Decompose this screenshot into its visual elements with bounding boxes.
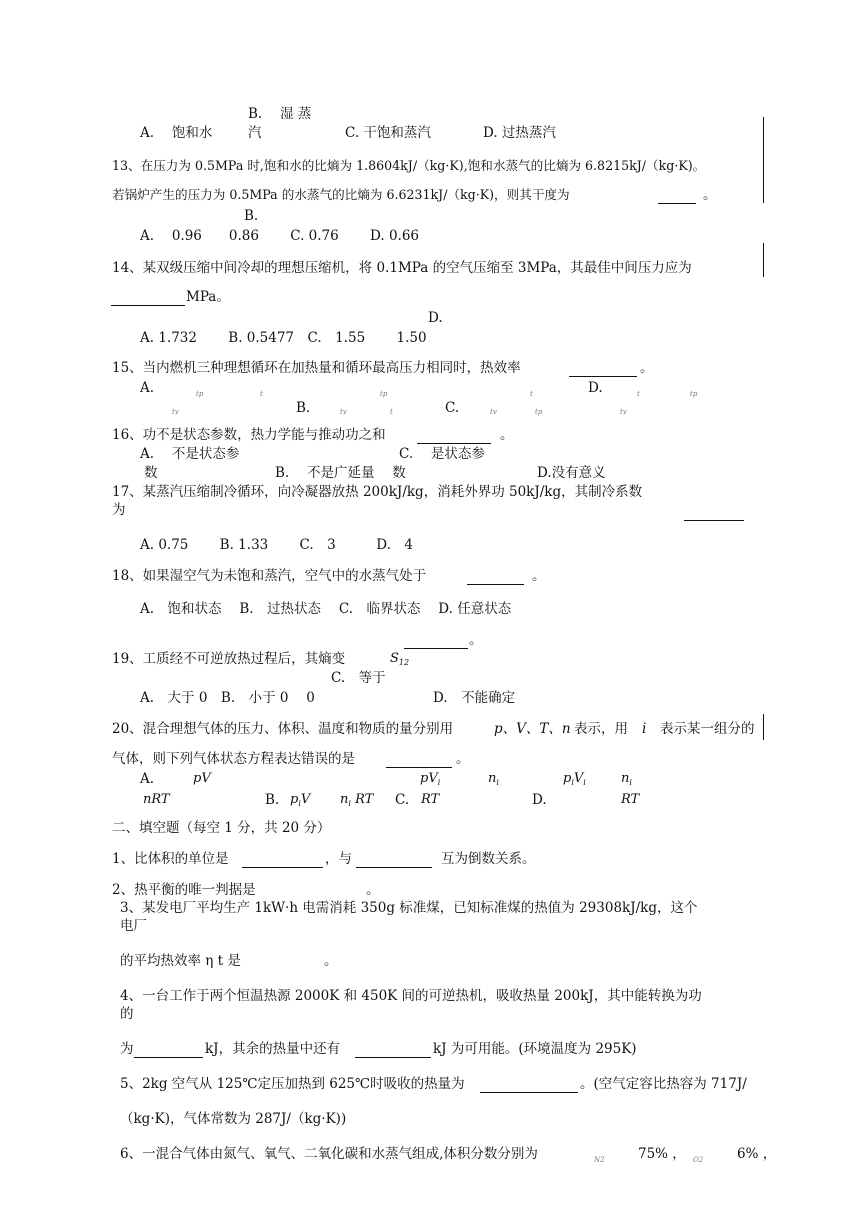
q14-line1: 14、某双级压缩中间冷却的理想压缩机，将 0.1MPa 的空气压缩至 3MPa，其最佳中间压力应为 <box>112 260 692 276</box>
q13-option-b-label: B. <box>244 208 259 224</box>
f6-line1: 6、一混合气体由氮气、氧气、二氧化碳和水蒸气组成,体积分数分别为 <box>120 1146 538 1162</box>
formula-piVi-2: $p_iV_i$ <box>563 771 586 787</box>
formula-piV: $p_iV$ <box>290 792 311 808</box>
q20-line1-mid: 表示，用 <box>574 721 628 737</box>
q17-line1: 17、某蒸汽压缩制冷循环，向冷凝器放热 200kJ/kg，消耗外界功 50kJ/kg，其制冷系数 <box>112 484 643 500</box>
q13-line2: 若锅炉产生的压力为 0.5MPa 的水蒸气的比熵为 6.6231kJ/（kg·K)，则其干度为 <box>112 187 570 202</box>
answer-blank[interactable] <box>355 1057 431 1058</box>
eta-subscript: t <box>390 408 393 416</box>
formula-pv-text: pV <box>420 771 438 786</box>
q12-option-d: D. 过热蒸汽 <box>483 125 556 141</box>
q14-options: A. 1.732 B. 0.5477 C. 1.55 1.50 <box>140 330 427 346</box>
q20-component-i: i <box>642 721 647 737</box>
q15-line1-end: 。 <box>640 360 654 376</box>
formula-sub-i: i <box>629 778 632 787</box>
entropy-symbol-s: S <box>390 651 399 666</box>
q19-dot: 。 <box>469 632 483 648</box>
answer-blank[interactable] <box>386 767 452 768</box>
q15-option-c: C. <box>445 400 460 416</box>
eta-subscript: tv <box>620 408 627 416</box>
q15-option-a: A. <box>140 380 155 396</box>
formula-ni: $n_i$ <box>488 771 499 787</box>
q20-option-c: C. <box>395 792 410 808</box>
q16-option-b: B. 不是广延量 数 <box>275 465 406 481</box>
answer-blank[interactable] <box>417 443 491 444</box>
q14-line2: MPa。 <box>186 289 230 305</box>
q13-line1: 13、在压力为 0.5MPa 时,饱和水的比熵为 1.8604kJ/（kg·K),饱和水蒸气的比熵为 6.8215kJ/（kg·K)。 <box>112 158 706 173</box>
eta-subscript: t <box>637 390 640 398</box>
q13-line2-end: 。 <box>703 187 717 203</box>
eta-subscript: tv <box>172 408 179 416</box>
eta-subscript: tp <box>196 390 204 398</box>
f5-line1: 5、2kg 空气从 125℃定压加热到 625℃时吸收的热量为 <box>120 1076 465 1092</box>
phi-subscript-n2: N2 <box>594 1156 605 1164</box>
q19-option-c: C. 等于 <box>331 670 386 686</box>
q15-option-b: B. <box>296 400 311 416</box>
formula-sub-i: i <box>298 799 301 808</box>
q20-option-b: B. <box>265 792 280 808</box>
formula-sub-i: i <box>437 778 441 787</box>
eta-subscript: t <box>530 390 533 398</box>
q17-line2: 为 <box>112 502 126 518</box>
entropy-symbol <box>390 651 409 667</box>
answer-blank[interactable] <box>111 305 185 306</box>
q16-line1-end: 。 <box>500 427 514 443</box>
q20-variables: p、V、T、n <box>494 721 571 737</box>
eta-subscript: tp <box>380 390 388 398</box>
answer-blank[interactable] <box>134 1057 203 1058</box>
f4-line3b: kJ，其余的热量中还有 <box>205 1041 341 1057</box>
formula-RT-d: RT <box>621 792 640 807</box>
q12-option-b-top: B. 湿 蒸 <box>248 106 312 122</box>
section-title-fill-blank: 二、填空题（每空 1 分，共 20 分） <box>112 820 331 836</box>
q16-option-d: D.没有意义 <box>537 465 606 481</box>
eta-subscript: tv <box>490 408 497 416</box>
eta-subscript: t <box>260 390 263 398</box>
q18-line1: 18、如果湿空气为未饱和蒸汽，空气中的水蒸气处于 <box>112 568 427 584</box>
q16-option-a: A. 不是状态参 <box>140 446 240 462</box>
formula-RT-c: RT <box>421 792 440 807</box>
formula-ni-2: $n_i$ <box>621 771 632 787</box>
formula-sub-i: i <box>348 799 351 808</box>
f1-text1: 1、比体积的单位是 <box>112 851 229 867</box>
q15-line1: 15、当内燃机三种理想循环在加热量和循环最高压力相同时，热效率 <box>112 360 521 376</box>
q19-options: A. 大于 0 B. 小于 0 0 <box>140 690 315 706</box>
f3-line3-end: 。 <box>324 953 338 969</box>
eta-subscript: tp <box>690 390 698 398</box>
q14-option-d-label: D. <box>428 310 443 326</box>
f1-text2: ，与 <box>325 851 352 867</box>
q20-line2: 气体，则下列气体状态方程表达错误的是 <box>112 751 355 767</box>
f4-line1: 4、一台工作于两个恒温热源 2000K 和 450K 间的可逆热机，吸收热量 200kJ，其中能转换为功 <box>120 988 702 1004</box>
answer-blank[interactable] <box>467 584 524 585</box>
answer-blank[interactable] <box>684 520 744 521</box>
q16-option-c: C. 是状态参 <box>399 446 485 462</box>
f6-value1: 75% ， <box>638 1146 686 1162</box>
q12-option-a: A. 饱和水 <box>140 125 213 141</box>
q15-option-d: D. <box>588 380 603 396</box>
answer-blank[interactable] <box>242 867 323 868</box>
q19-option-d: D. 不能确定 <box>433 690 516 706</box>
formula-piVi <box>420 771 440 787</box>
formula-sub-i: i <box>583 778 586 787</box>
answer-blank[interactable] <box>658 203 696 204</box>
q16-line1: 16、功不是状态参数，热力学能与推动功之和 <box>112 427 386 443</box>
f2-text: 2、热平衡的唯一判据是 <box>112 882 256 898</box>
f4-line3a: 为 <box>120 1041 134 1057</box>
f4-line3c: kJ 为可用能。(环境温度为 295K) <box>433 1041 637 1057</box>
phi-subscript-o2: O2 <box>693 1156 704 1164</box>
q20-line1: 20、混合理想气体的压力、体积、温度和物质的量分别用 <box>112 721 454 737</box>
q20-option-a: A. <box>140 771 155 787</box>
q12-option-c: C. 干饱和蒸汽 <box>345 125 431 141</box>
f3-line2: 电厂 <box>120 918 147 934</box>
formula-nRT: nRT <box>143 792 170 807</box>
f3-line1: 3、某发电厂平均生产 1kW·h 电需消耗 350g 标准煤，已知标准煤的热值为 29308kJ/kg，这个 <box>120 900 698 916</box>
f3-line3: 的平均热效率 η t 是 <box>120 953 241 969</box>
f4-line2: 的 <box>120 1006 134 1022</box>
answer-blank[interactable] <box>480 1092 578 1093</box>
q12-option-b-bottom: 汽 <box>248 125 262 141</box>
margin-bar <box>763 714 764 740</box>
formula-sub-i: i <box>571 778 574 787</box>
q20-line1-end: 表示某一组分的 <box>660 721 755 737</box>
formula-niRT: $n_i$ RT <box>340 792 374 808</box>
f6-value2: 6% ， <box>737 1146 777 1162</box>
f5-line1-end: 。(空气定容比热容为 717J/ <box>580 1076 747 1092</box>
q13-options: A. 0.96 0.86 C. 0.76 D. 0.66 <box>140 228 420 244</box>
answer-blank[interactable] <box>569 376 637 377</box>
q20-option-d: D. <box>532 792 547 808</box>
q18-line1-end: 。 <box>532 568 546 584</box>
q20-line2-end: 。 <box>456 751 470 767</box>
margin-bar <box>763 243 764 277</box>
formula-sub-i: i <box>496 778 499 787</box>
q19-line1: 19、工质经不可逆放热过程后，其熵变 <box>112 651 346 667</box>
margin-bar <box>763 143 764 203</box>
formula-pV: pV <box>193 771 211 786</box>
eta-subscript: tv <box>340 408 347 416</box>
q17-options: A. 0.75 B. 1.33 C. 3 D. 4 <box>140 537 413 553</box>
answer-blank[interactable] <box>356 867 432 868</box>
answer-blank[interactable] <box>404 648 468 649</box>
f5-line2: （kg·K)，气体常数为 287J/（kg·K)) <box>120 1111 347 1127</box>
q18-options: A. 饱和状态 B. 过热状态 C. 临界状态 D. 任意状态 <box>140 601 512 617</box>
f2-end: 。 <box>366 882 380 898</box>
entropy-symbol-sub: 12 <box>398 658 410 667</box>
eta-subscript: tp <box>535 408 543 416</box>
q16-option-a-cont: 数 <box>144 465 158 481</box>
f1-text3: 互为倒数关系。 <box>441 851 536 867</box>
